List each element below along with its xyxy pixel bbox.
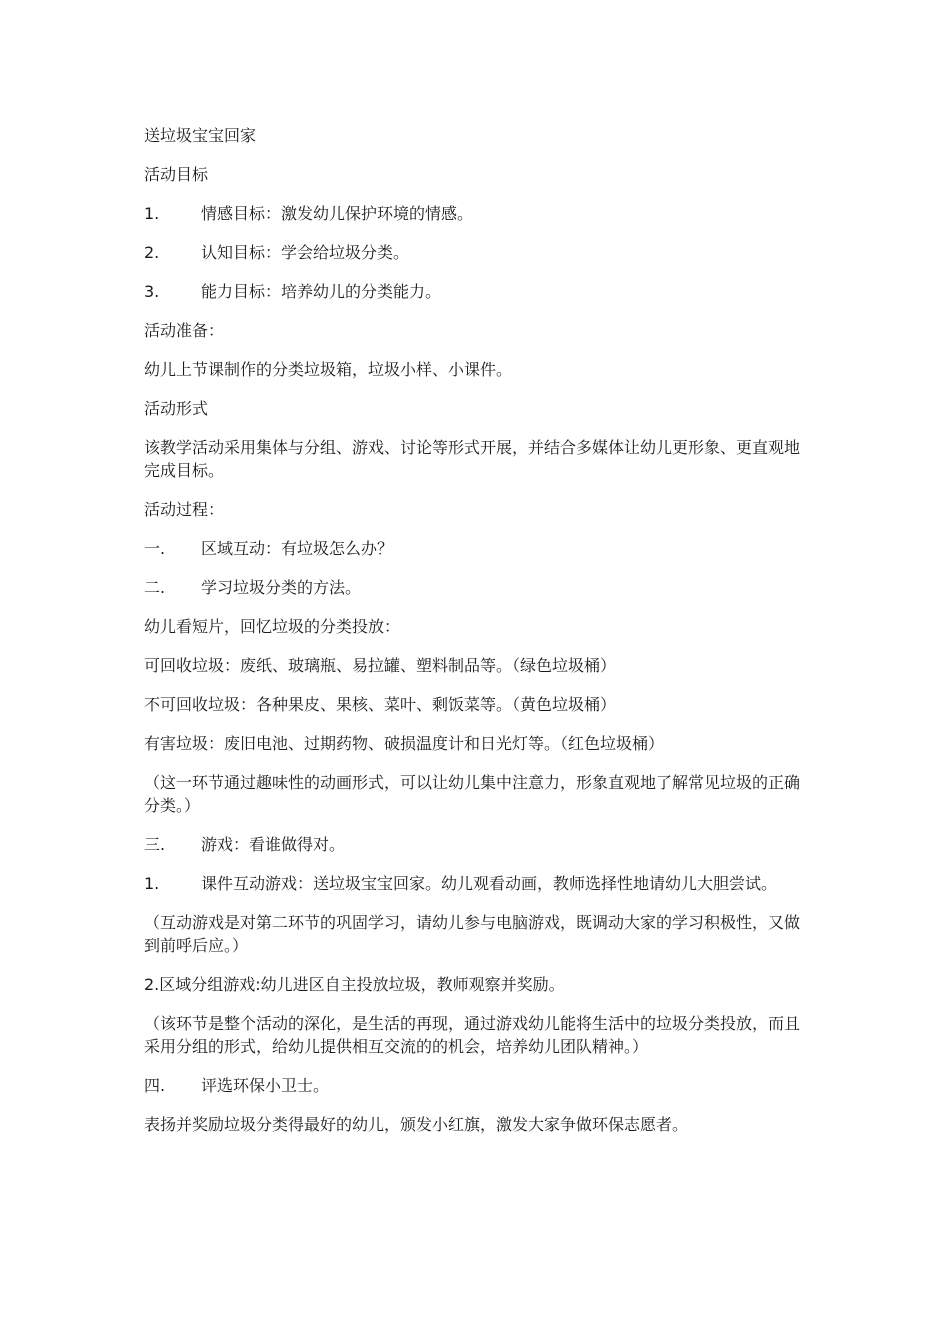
form-heading: 活动形式 xyxy=(144,399,209,418)
list-text: 学习垃圾分类的方法。 xyxy=(201,578,362,597)
recyclable-text: 可回收垃圾：废纸、玻璃瓶、易拉罐、塑料制品等。（绿色垃圾桶） xyxy=(144,656,617,675)
process-step xyxy=(144,576,804,599)
list-number: 四. xyxy=(144,1076,166,1095)
list-text: 课件互动游戏：送垃圾宝宝回家。幼儿观看动画，教师选择性地请幼儿大胆尝试。 xyxy=(201,874,778,893)
watch-text: 幼儿看短片，回忆垃圾的分类投放： xyxy=(144,617,401,636)
list-text: 认知目标：学会给垃圾分类。 xyxy=(201,243,410,262)
list-number: 1. xyxy=(144,204,160,223)
goal-item xyxy=(144,280,804,303)
game-item: 2.区域分组游戏:幼儿进区自主投放垃圾，教师观察并奖励。 xyxy=(144,975,565,994)
game-item xyxy=(144,872,804,895)
goal-item xyxy=(144,202,804,225)
goal-item xyxy=(144,241,804,264)
note-paragraph: （这一环节通过趣味性的动画形式，可以让幼儿集中注意力，形象直观地了解常见垃圾的正确分类。） xyxy=(144,773,801,815)
document-page xyxy=(144,124,804,1152)
list-number: 二. xyxy=(144,578,166,597)
process-heading: 活动过程： xyxy=(144,500,225,519)
list-text: 游戏：看谁做得对。 xyxy=(201,835,346,854)
closing-text: 表扬并奖励垃圾分类得最好的幼儿，颁发小红旗，激发大家争做环保志愿者。 xyxy=(144,1115,689,1134)
list-number: 1. xyxy=(144,874,160,893)
prep-text: 幼儿上节课制作的分类垃圾箱，垃圾小样、小课件。 xyxy=(144,360,513,379)
list-text: 区域互动：有垃圾怎么办？ xyxy=(201,539,394,558)
goals-heading: 活动目标 xyxy=(144,165,209,184)
hazardous-text: 有害垃圾：废旧电池、过期药物、破损温度计和日光灯等。（红色垃圾桶） xyxy=(144,734,665,753)
list-text: 评选环保小卫士。 xyxy=(201,1076,330,1095)
form-text: 该教学活动采用集体与分组、游戏、讨论等形式开展，并结合多媒体让幼儿更形象、更直观地完成目标。 xyxy=(144,438,801,480)
list-text: 情感目标：激发幼儿保护环境的情感。 xyxy=(201,204,474,223)
list-number: 3. xyxy=(144,282,160,301)
process-step xyxy=(144,1074,804,1097)
list-number: 一. xyxy=(144,539,166,558)
list-text: 能力目标：培养幼儿的分类能力。 xyxy=(201,282,442,301)
note-paragraph: （互动游戏是对第二环节的巩固学习，请幼儿参与电脑游戏，既调动大家的学习积极性，又做到前呼后应。） xyxy=(144,913,801,955)
process-step xyxy=(144,537,804,560)
prep-heading: 活动准备： xyxy=(144,321,225,340)
process-step xyxy=(144,833,804,856)
note-paragraph: （该环节是整个活动的深化，是生活的再现，通过游戏幼儿能将生活中的垃圾分类投放，而且采用分组的形式，给幼儿提供相互交流的的机会，培养幼儿团队精神。） xyxy=(144,1014,801,1056)
non-recyclable-text: 不可回收垃圾：各种果皮、果核、菜叶、剩饭菜等。（黄色垃圾桶） xyxy=(144,695,617,714)
list-number: 三. xyxy=(144,835,166,854)
list-number: 2. xyxy=(144,243,160,262)
document-title: 送垃圾宝宝回家 xyxy=(144,126,257,145)
